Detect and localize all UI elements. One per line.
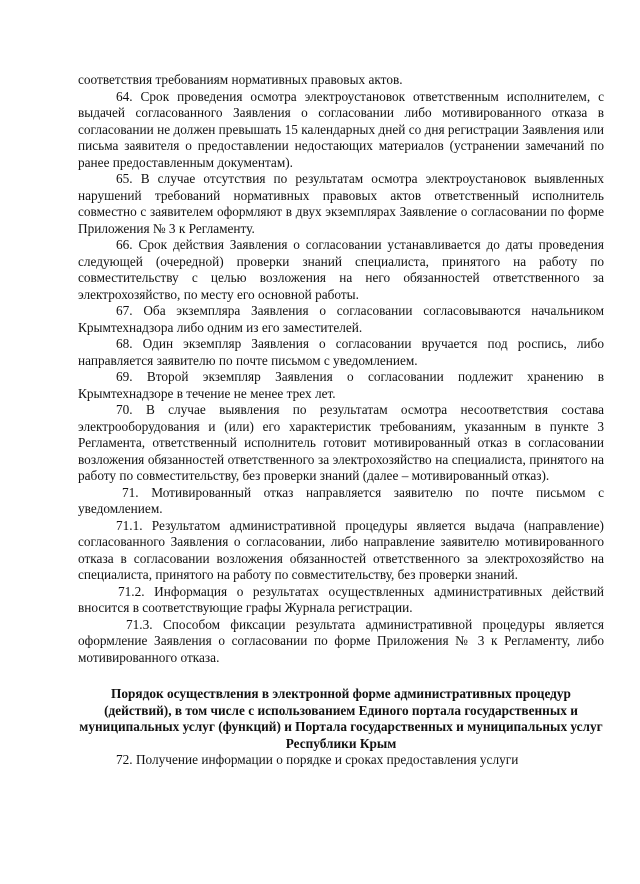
paragraph-67: 67. Оба экземпляра Заявления о согласовании согласовываются начальником Крымтехнадзора либо одним из его заместителей. [78, 303, 604, 335]
paragraph-71: 71. Мотивированный отказ направляется заявителю по почте письмом с уведомлением. [78, 484, 604, 516]
paragraph-70: 70. В случае выявления по результатам осмотра несоответствия состава электрооборудования и (или) его характеристик требованиям, указанным в пункте 3 Регламента, ответственный исполнитель готовит мотивированный отказ в согласовании возложения обязанностей ответственного за электрохозяйство на специалиста, принятого на работу по совместительству, без проверки знаний (далее – мотивированный отказ). [78, 402, 604, 483]
paragraph-71-1: 71.1. Результатом административной процедуры является выдача (направление) согласованного Заявления о согласовании, либо направление заявителю мотивированного отказа в согласовании возложения обязанностей ответственного за электрохозяйство на специалиста, принятого на работу по совместительству, без проверки знаний. [78, 517, 604, 582]
paragraph-64: 64. Срок проведения осмотра электроустановок ответственным исполнителем, с выдачей согласованного Заявления о согласовании либо мотивированного отказа в согласовании не должен превышать 15 календарных дней со дня регистрации Заявления или письма заявителя о предоставлении недостающих материалов (устранении замечаний по ранее предоставленным документам). [78, 88, 604, 170]
paragraph-69: 69. Второй экземпляр Заявления о согласовании подлежит хранению в Крымтехнадзоре в течение не менее трех лет. [78, 369, 604, 401]
paragraph-continuation: соответствия требованиям нормативных правовых актов. [78, 72, 403, 87]
paragraph-71-3: 71.3. Способом фиксации результата административной процедуры является оформление Заявления о согласовании по форме Приложения № 3 к Регламенту, либо мотивированного отказа. [78, 616, 604, 665]
paragraph-65: 65. В случае отсутствия по результатам осмотра электроустановок выявленных нарушений требований нормативных правовых актов ответственный исполнитель совместно с заявителем оформляют в двух экземплярах Заявление о согласовании по форме Приложения № 3 к Регламенту. [78, 171, 604, 236]
paragraph-68: 68. Один экземпляр Заявления о согласовании вручается под роспись, либо направляется заявителю по почте письмом с уведомлением. [78, 336, 604, 368]
section-heading: Порядок осуществления в электронной форме административных процедур (действий), в том числе с использованием Единого портала государственных и муниципальных услуг (функций) и Портала государственных и муниципальных услуг Республики Крым [79, 686, 603, 751]
paragraph-72: 72. Получение информации о порядке и сроках предоставления услуги [116, 752, 519, 767]
paragraph-66: 66. Срок действия Заявления о согласовании устанавливается до даты проведения следующей (очередной) проверки знаний специалиста, принятого на работу по совместительству с целью возложения на него обязанностей ответственного за электрохозяйство, по месту его основной работы. [78, 237, 604, 302]
document-page [78, 72, 604, 769]
paragraph-71-2: 71.2. Информация о результатах осуществленных административных действий вносится в соответствующие графы Журнала регистрации. [78, 583, 604, 615]
